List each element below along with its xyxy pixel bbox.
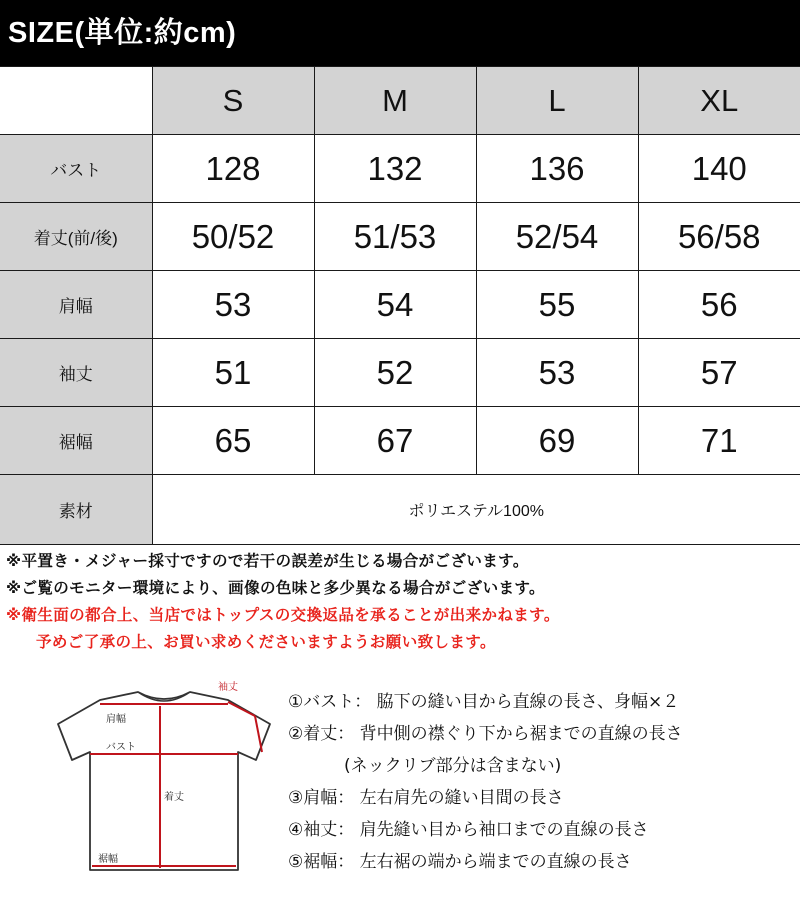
legend-text: 左右裾の端から端までの直線の長さ — [359, 852, 632, 872]
legend-item — [288, 846, 793, 878]
diagram-label-shoulder: 肩幅 — [106, 714, 126, 725]
size-table — [0, 66, 800, 545]
measurement-legend — [288, 686, 793, 878]
table-cell: 56/58 — [638, 203, 800, 271]
row-label: 袖丈 — [0, 339, 152, 407]
legend-item — [288, 782, 793, 814]
table-cell: 132 — [314, 135, 476, 203]
row-label: 素材 — [0, 475, 152, 545]
diagram-label-length: 着丈 — [164, 792, 184, 803]
legend-item — [288, 718, 793, 750]
table-cell: 52/54 — [476, 203, 638, 271]
row-label: バスト — [0, 135, 152, 203]
table-corner — [0, 67, 152, 135]
table-cell: 50/52 — [152, 203, 314, 271]
table-cell: 54 — [314, 271, 476, 339]
legend-text: 左右肩先の縫い目間の長さ — [359, 788, 564, 808]
table-row-bust — [0, 135, 800, 203]
legend-key: ①バスト： — [288, 692, 372, 712]
legend-key: ⑤裾幅： — [288, 852, 355, 872]
legend-text: (ネックリブ部分は含まない) — [344, 756, 562, 776]
legend-item — [288, 686, 793, 718]
table-cell: 69 — [476, 407, 638, 475]
table-row-hem — [0, 407, 800, 475]
table-cell: 55 — [476, 271, 638, 339]
legend-key: ③肩幅： — [288, 788, 355, 808]
table-row-shoulder — [0, 271, 800, 339]
table-cell: 51/53 — [314, 203, 476, 271]
row-label: 裾幅 — [0, 407, 152, 475]
tshirt-diagram — [50, 672, 280, 892]
note-acknowledge: 予めご了承の上、お買い求めくださいますようお願い致します。 — [36, 633, 496, 651]
row-label: 着丈(前/後) — [0, 203, 152, 271]
table-cell: 53 — [476, 339, 638, 407]
note-return-policy: ※衛生面の都合上、当店ではトップスの交換返品を承ることが出来かねます。 — [6, 606, 560, 624]
table-cell: 128 — [152, 135, 314, 203]
table-row-length — [0, 203, 800, 271]
table-cell: 67 — [314, 407, 476, 475]
table-cell: 71 — [638, 407, 800, 475]
table-cell: 140 — [638, 135, 800, 203]
diagram-label-hem: 裾幅 — [98, 854, 118, 865]
legend-item — [288, 750, 793, 782]
size-l: L — [476, 67, 638, 135]
note-monitor: ※ご覧のモニター環境により、画像の色味と多少異なる場合がございます。 — [6, 579, 545, 597]
legend-key: ④袖丈： — [288, 820, 355, 840]
page-title: SIZE(単位:約cm) — [0, 0, 800, 66]
diagram-label-sleeve: 袖丈 — [218, 682, 238, 693]
size-header-row — [0, 67, 800, 135]
table-cell: 65 — [152, 407, 314, 475]
legend-text: 背中側の襟ぐり下から裾までの直線の長さ — [359, 724, 683, 744]
size-xl: XL — [638, 67, 800, 135]
tshirt-outline — [58, 692, 270, 870]
legend-key: ②着丈： — [288, 724, 355, 744]
legend-item — [288, 814, 793, 846]
size-s: S — [152, 67, 314, 135]
table-cell: 53 — [152, 271, 314, 339]
legend-text: 脇下の縫い目から直線の長さ、身幅×２ — [376, 692, 680, 712]
legend-text: 肩先縫い目から袖口までの直線の長さ — [359, 820, 649, 840]
table-row-material — [0, 475, 800, 545]
table-row-sleeve — [0, 339, 800, 407]
notes — [6, 548, 796, 656]
table-cell: 51 — [152, 339, 314, 407]
note-measure: ※平置き・メジャー採寸ですので若干の誤差が生じる場合がございます。 — [6, 552, 529, 570]
diagram-label-bust: バスト — [106, 742, 136, 753]
material-value: ポリエステル100% — [152, 475, 800, 545]
table-cell: 52 — [314, 339, 476, 407]
table-cell: 136 — [476, 135, 638, 203]
table-cell: 57 — [638, 339, 800, 407]
row-label: 肩幅 — [0, 271, 152, 339]
table-cell: 56 — [638, 271, 800, 339]
size-m: M — [314, 67, 476, 135]
